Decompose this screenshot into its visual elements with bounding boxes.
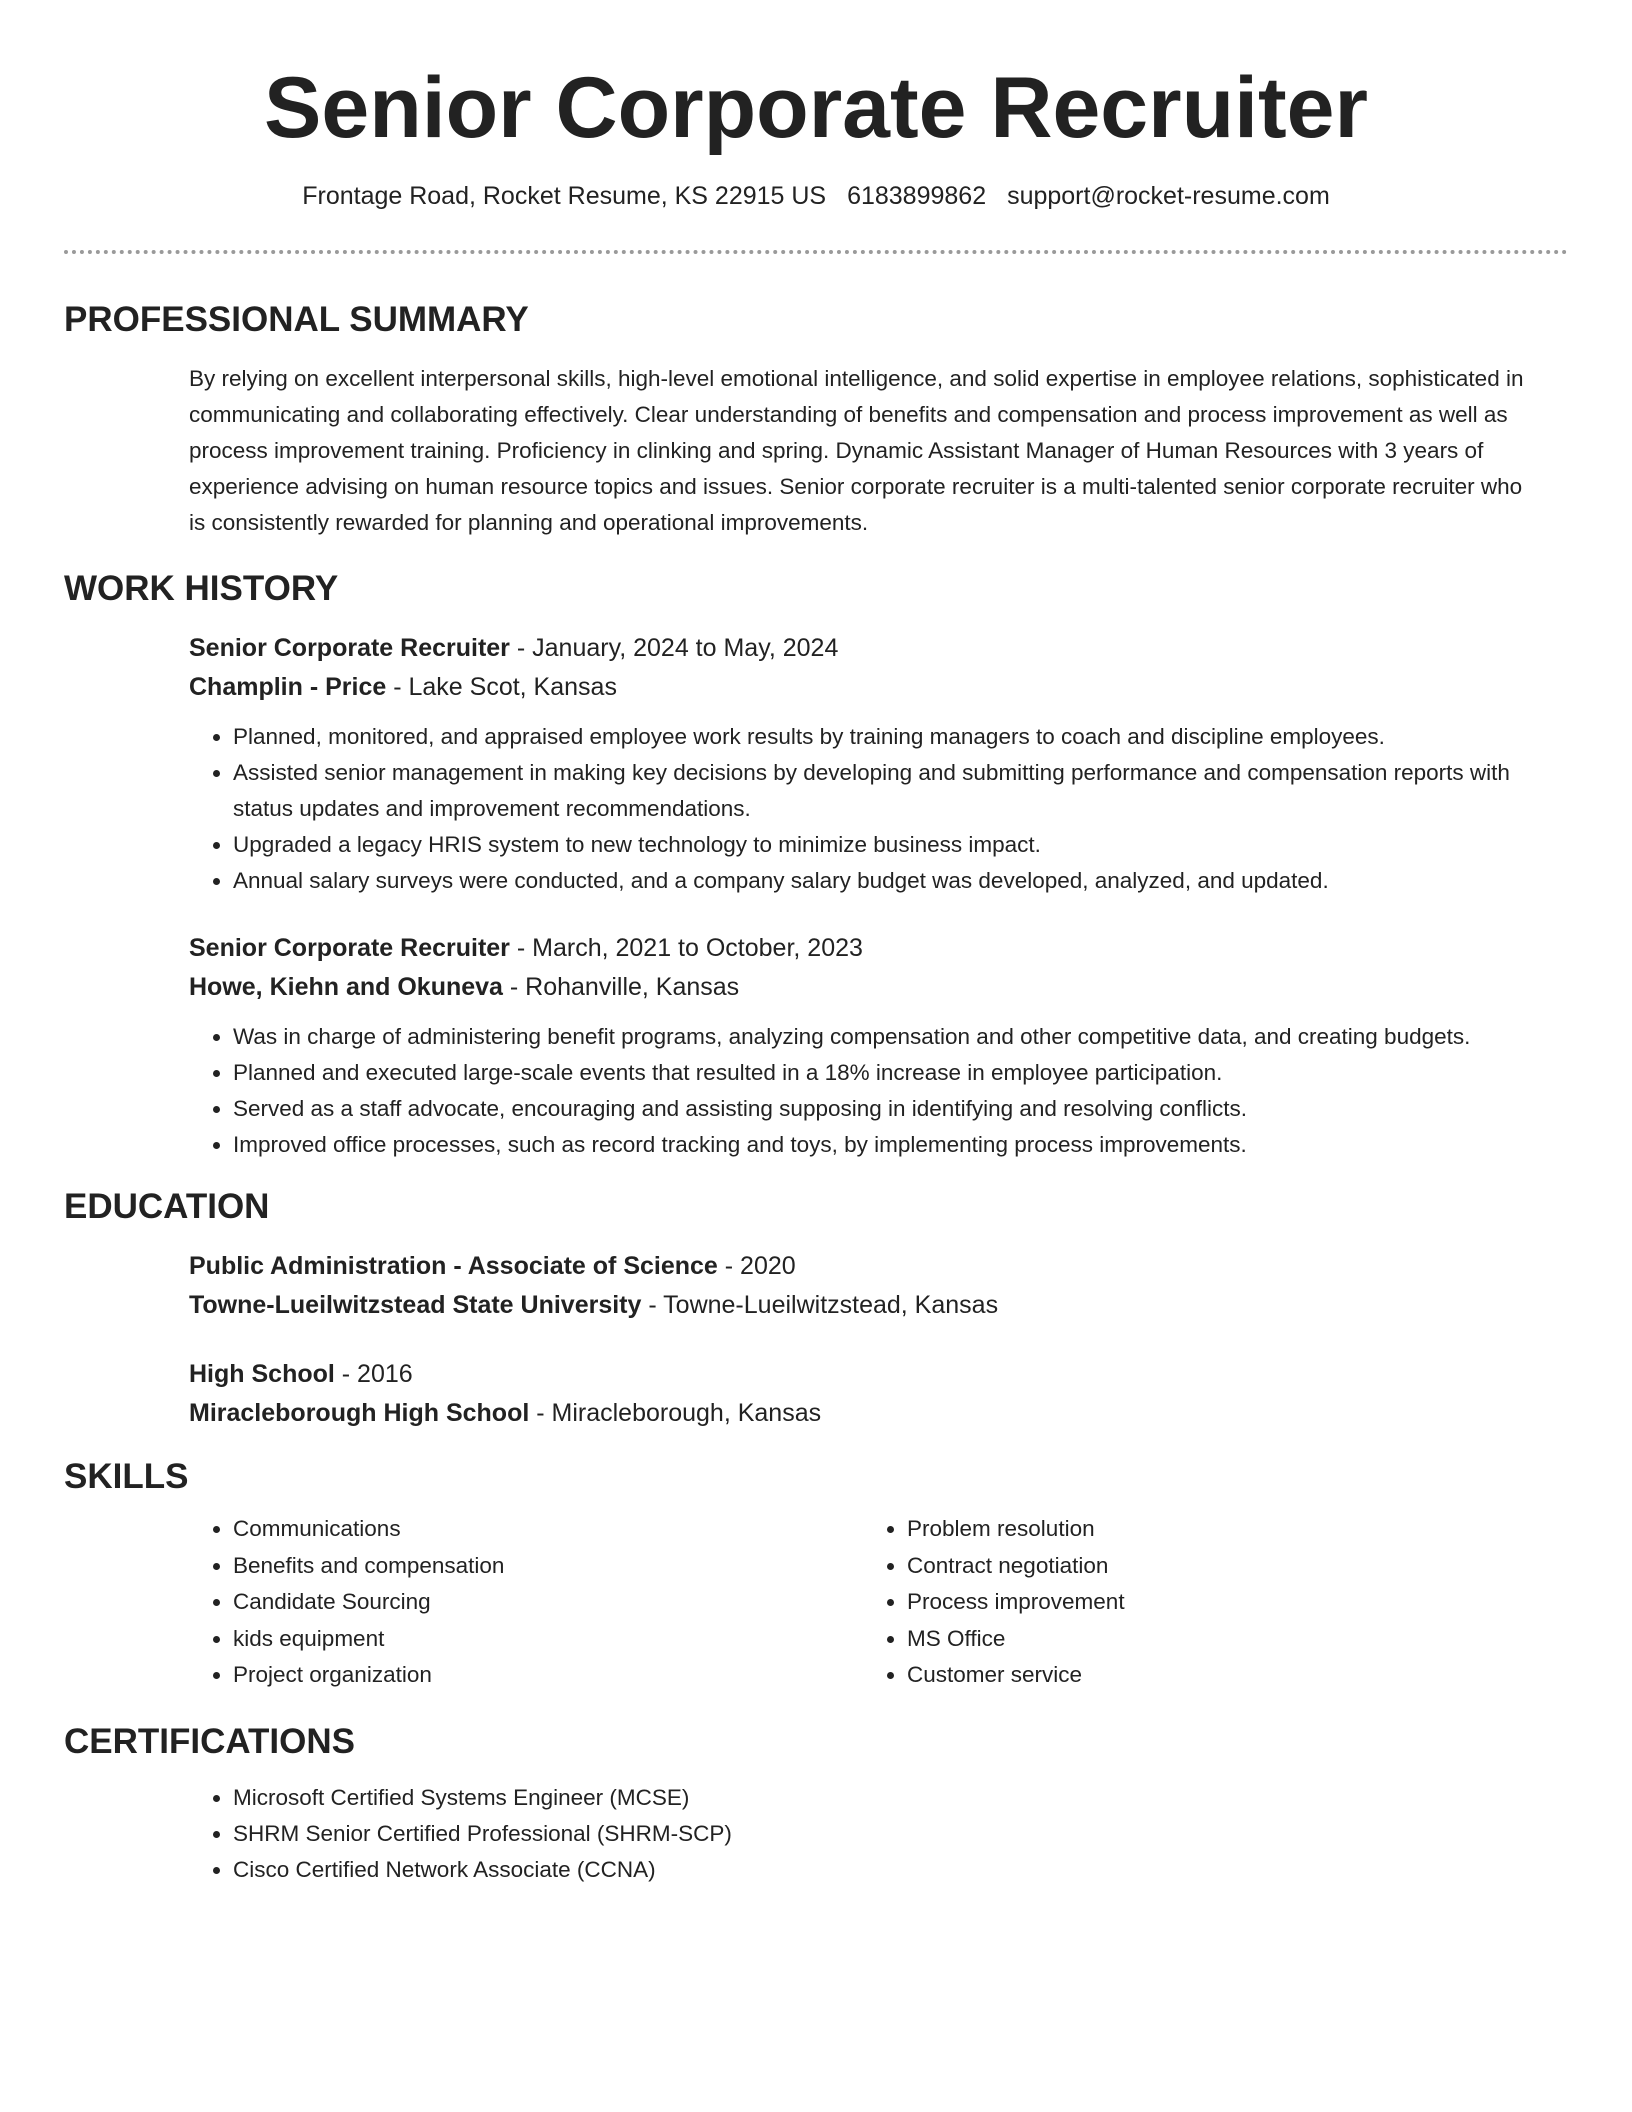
education-location: - Towne-Lueilwitzstead, Kansas xyxy=(641,1291,999,1319)
list-item: • Project organization xyxy=(233,1657,863,1694)
job-company: Howe, Kiehn and Okuneva xyxy=(189,973,503,1001)
job-entry xyxy=(189,929,1538,1163)
job-role: Senior Corporate Recruiter xyxy=(189,634,510,662)
job-bullets xyxy=(189,719,1538,899)
list-item: • Contract negotiation xyxy=(907,1548,1125,1585)
education-degree-line xyxy=(189,1355,1538,1394)
education-location: - Miracleborough, Kansas xyxy=(529,1399,822,1427)
education-degree: High School xyxy=(189,1360,335,1388)
list-item: • Annual salary surveys were conducted, and a company salary budget was developed, analyzed, and updated. xyxy=(233,863,1538,899)
certifications-list xyxy=(189,1780,1538,1888)
education-school-line xyxy=(189,1394,1538,1433)
skills-section xyxy=(64,1453,1568,1694)
job-company-line xyxy=(189,968,1538,1007)
list-item: • Cisco Certified Network Associate (CCNA) xyxy=(233,1852,1538,1888)
list-item: • Upgraded a legacy HRIS system to new technology to minimize business impact. xyxy=(233,827,1538,863)
education-year: - 2016 xyxy=(334,1360,413,1388)
skills-column-right xyxy=(863,1511,1125,1694)
list-item: • Benefits and compensation xyxy=(233,1548,863,1585)
list-item: • Problem resolution xyxy=(907,1511,1125,1548)
education-degree-line xyxy=(189,1247,1538,1286)
contact-line xyxy=(64,180,1568,212)
job-role-line xyxy=(189,929,1538,968)
section-title-work-history: WORK HISTORY xyxy=(64,569,339,608)
summary-text: By relying on excellent interpersonal skills, high-level emotional intelligence, and solid expertise in employee relations, sophisticated in communicating and collaborating effectively. Clear understanding of benefits and compensation and process improvement as well as process improvement training. Proficiency in clinking and spring. Dynamic Assistant Manager of Human Resources with 3 years of experience advising on human resource topics and issues. Senior corporate recruiter is a multi-talented senior corporate recruiter who is consistently rewarded for planning and operational improvements. xyxy=(189,366,1524,535)
job-dates: - March, 2021 to October, 2023 xyxy=(509,934,863,962)
list-item: • Customer service xyxy=(907,1657,1125,1694)
page-title: Senior Corporate Recruiter xyxy=(264,60,1368,156)
contact-address: Frontage Road, Rocket Resume, KS 22915 US xyxy=(302,182,827,210)
job-location: - Rohanville, Kansas xyxy=(502,973,740,1001)
education-school: Miracleborough High School xyxy=(189,1399,530,1427)
certifications-body xyxy=(189,1780,1538,1888)
education-entry xyxy=(189,1355,1538,1433)
list-item: • Served as a staff advocate, encouraging and assisting supposing in identifying and resolving conflicts. xyxy=(233,1091,1538,1127)
list-item: • Planned and executed large-scale events that resulted in a 18% increase in employee participation. xyxy=(233,1055,1538,1091)
job-entry xyxy=(189,629,1538,899)
job-role: Senior Corporate Recruiter xyxy=(189,934,510,962)
education-entry xyxy=(189,1247,1538,1325)
skills-column-left xyxy=(189,1511,863,1694)
job-company: Champlin - Price xyxy=(189,673,387,701)
list-item: • Communications xyxy=(233,1511,863,1548)
education-section xyxy=(64,1183,1568,1433)
list-item: • Assisted senior management in making key decisions by developing and submitting performance and compensation reports with status updates and improvement recommendations. xyxy=(233,755,1538,827)
header-divider xyxy=(64,250,1568,254)
list-item: • Microsoft Certified Systems Engineer (MCSE) xyxy=(233,1780,1538,1816)
list-item: • Improved office processes, such as record tracking and toys, by implementing process improvements. xyxy=(233,1127,1538,1163)
list-item: • MS Office xyxy=(907,1621,1125,1658)
job-company-line xyxy=(189,668,1538,707)
job-bullets xyxy=(189,1019,1538,1163)
contact-email: support@rocket-resume.com xyxy=(1007,182,1330,210)
education-school: Towne-Lueilwitzstead State University xyxy=(189,1291,642,1319)
list-item: • Candidate Sourcing xyxy=(233,1584,863,1621)
list-item: • SHRM Senior Certified Professional (SHRM-SCP) xyxy=(233,1816,1538,1852)
list-item: • Planned, monitored, and appraised employee work results by training managers to coach and discipline employees. xyxy=(233,719,1538,755)
work-history-section xyxy=(64,565,1568,1163)
list-item: • Was in charge of administering benefit programs, analyzing compensation and other competitive data, and creating budgets. xyxy=(233,1019,1538,1055)
summary-section xyxy=(64,296,1568,541)
education-year: - 2020 xyxy=(717,1252,796,1280)
section-title-skills: SKILLS xyxy=(64,1457,189,1496)
list-item: • Process improvement xyxy=(907,1584,1125,1621)
resume-sections xyxy=(64,296,1568,1888)
education-body xyxy=(189,1247,1538,1433)
job-dates: - January, 2024 to May, 2024 xyxy=(509,634,839,662)
education-degree: Public Administration - Associate of Science xyxy=(189,1252,718,1280)
work-history-body xyxy=(189,629,1538,1163)
certifications-section xyxy=(64,1718,1568,1888)
skills-grid xyxy=(189,1511,1538,1694)
list-item: • kids equipment xyxy=(233,1621,863,1658)
education-school-line xyxy=(189,1286,1538,1325)
section-title-summary: PROFESSIONAL SUMMARY xyxy=(64,300,529,339)
section-title-education: EDUCATION xyxy=(64,1187,270,1226)
section-title-certifications: CERTIFICATIONS xyxy=(64,1721,356,1761)
job-location: - Lake Scot, Kansas xyxy=(386,673,617,701)
job-role-line xyxy=(189,629,1538,668)
contact-phone: 6183899862 xyxy=(847,182,987,210)
